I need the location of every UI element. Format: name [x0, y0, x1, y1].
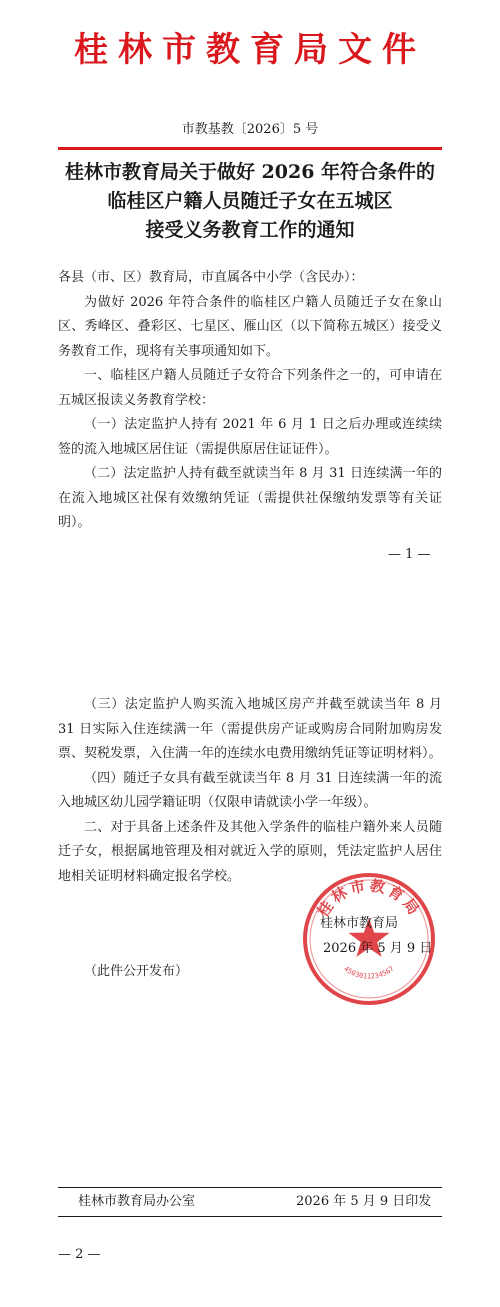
page-number-1: — 1 — — [388, 547, 431, 562]
svg-text:桂林市教育局 — [314, 876, 425, 920]
page-number-2: — 2 — — [58, 1247, 101, 1262]
body-section-page-2 — [58, 693, 442, 889]
footer-print-date: 2026 年 5 月 9 日印发 — [296, 1194, 432, 1209]
notice-title — [0, 158, 500, 245]
seal-text: 桂林市教育局 — [313, 876, 425, 921]
section-one-heading: 一、临桂区户籍人员随迁子女符合下列条件之一的，可申请在五城区报读义务教育学校： — [58, 368, 442, 408]
body-section-page-1 — [58, 266, 442, 536]
title-line-1: 桂林市教育局关于做好 2026 年符合条件的 — [64, 161, 436, 183]
condition-four: （四）随迁子女具有截至就读当年 8 月 31 日连续满一年的流入地城区幼儿园学籍证明（仅限申请就读小学一年级）。 — [58, 770, 442, 810]
salutation: 各县（市、区）教育局，市直属各中小学（含民办）： — [58, 270, 364, 285]
condition-one: （一）法定监护人持有 2021 年 6 月 1 日之后办理或连续续签的流入地城区居住证（需提供原居住证证件）。 — [58, 417, 442, 457]
footer-bottom-rule — [58, 1216, 442, 1217]
intro-paragraph: 为做好 2026 年符合条件的临桂区户籍人员随迁子女在象山区、秀峰区、叠彩区、七星区、雁山区（以下简称五城区）接受义务教育工作，现将有关事项通知如下。 — [58, 294, 442, 359]
publish-note: （此件公开发布） — [84, 964, 189, 979]
document-number: 市教基教〔2026〕5 号 — [181, 122, 319, 137]
condition-two: （二）法定监护人持有截至就读当年 8 月 31 日连续满一年的在流入地城区社保有效缴纳凭证（需提供社保缴纳发票等有关证明）。 — [58, 466, 442, 530]
signature-date: 2026 年 5 月 9 日 — [323, 941, 433, 956]
title-line-2: 临桂区户籍人员随迁子女在五城区 — [107, 190, 393, 212]
official-seal-stamp — [300, 870, 438, 1008]
signature-organization: 桂林市教育局 — [320, 916, 399, 931]
section-two-paragraph: 二、对于具备上述条件及其他入学条件的临桂户籍外来人员随迁子女，根据属地管理及相对就近入学的原则，凭法定监护人居住地相关证明材料确定报名学校。 — [58, 819, 442, 884]
footer-top-rule — [58, 1187, 442, 1188]
title-line-3: 接受义务教育工作的通知 — [145, 219, 355, 241]
svg-text:4503011234567 — [342, 965, 395, 981]
seal-code: 4503011234567 — [342, 964, 396, 981]
red-separator-line — [58, 147, 442, 150]
footer-issuing-office: 桂林市教育局办公室 — [78, 1194, 196, 1209]
condition-three: （三）法定监护人购买流入地城区房产并截至就读当年 8 月 31 日实际入住连续满一年（需提供房产证或购房合同附加购房发票、契税发票，入住满一年的连续水电费用缴纳凭证等证明材料）。 — [58, 697, 442, 761]
issuer-header-title: 桂林市教育局文件 — [74, 30, 426, 70]
